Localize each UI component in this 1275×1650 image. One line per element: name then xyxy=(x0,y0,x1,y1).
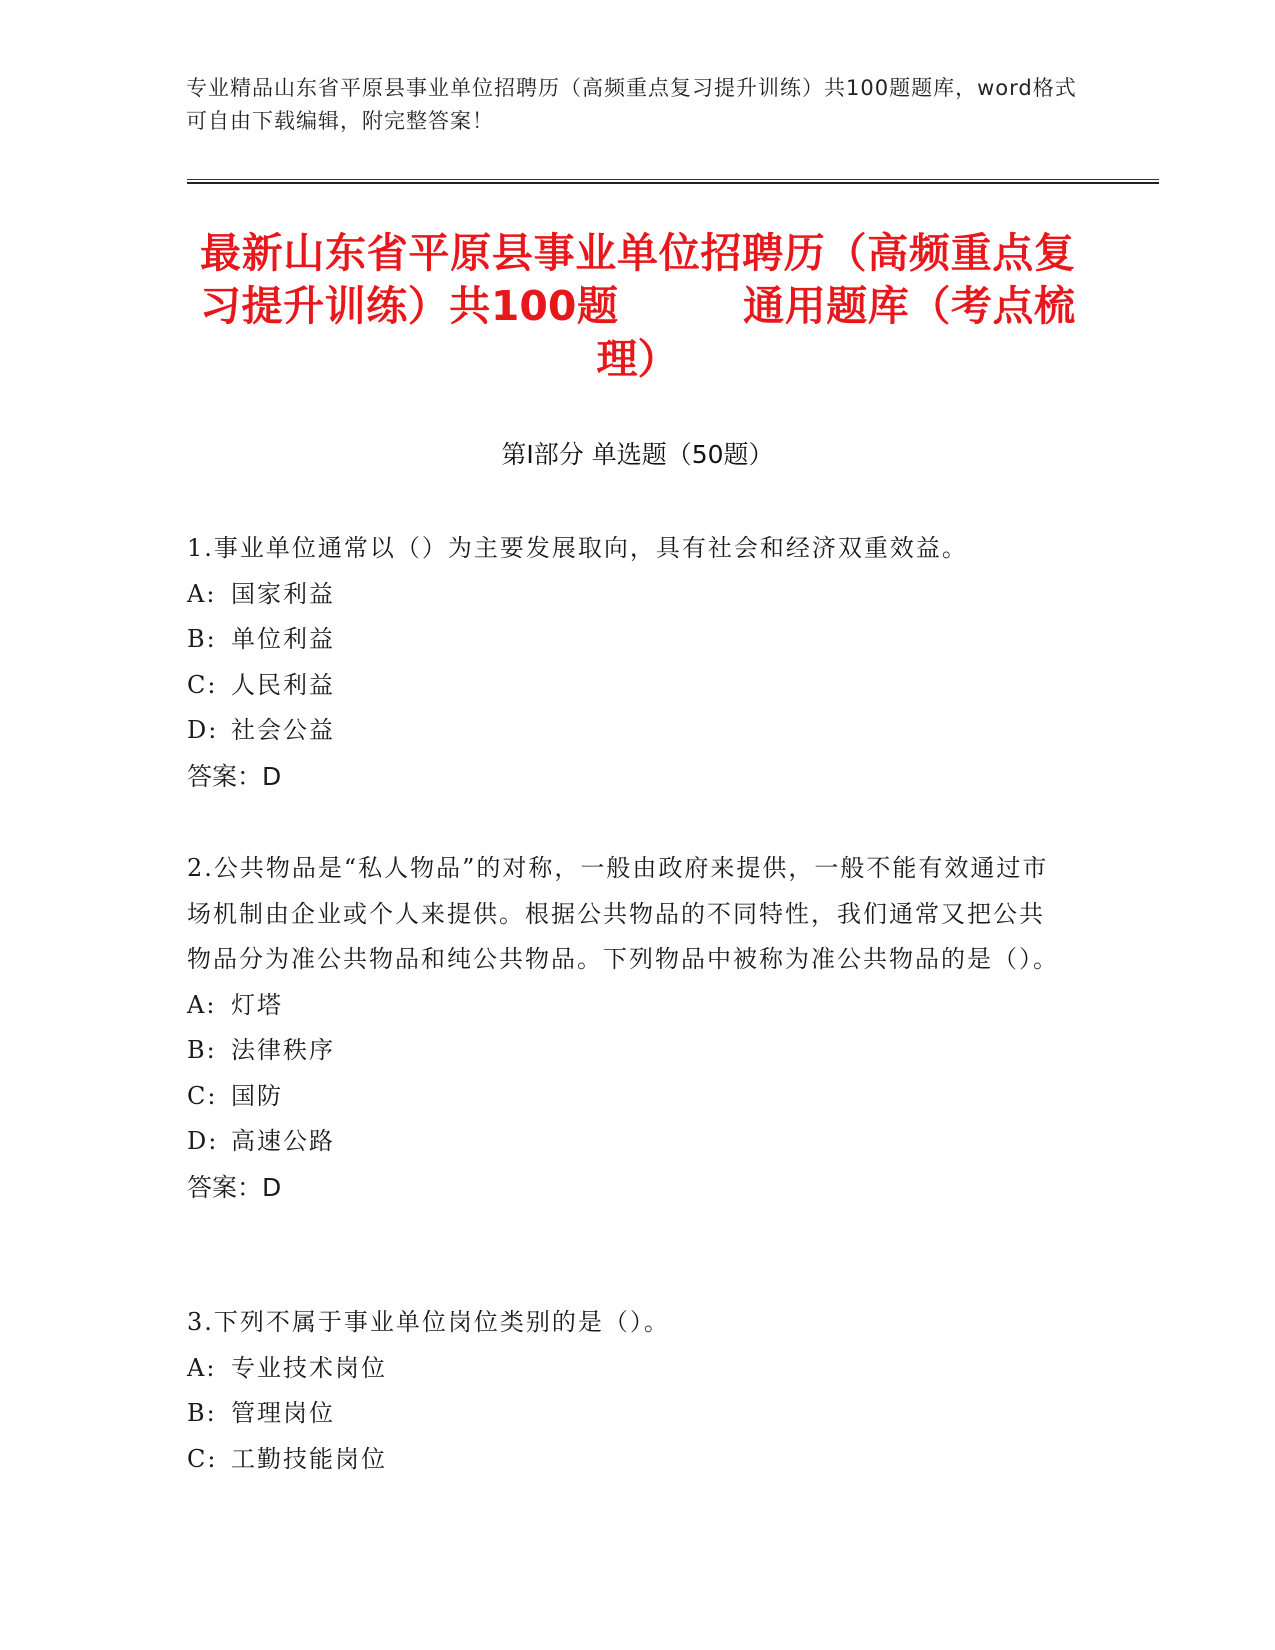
question-stem: 3.下列不属于事业单位岗位类别的是（）。 xyxy=(187,1308,670,1336)
option-key: B: xyxy=(187,1399,217,1427)
option-c xyxy=(187,1437,1067,1483)
option-key: D: xyxy=(187,716,219,744)
option-key: C: xyxy=(187,670,218,699)
option-a xyxy=(187,1346,1067,1392)
option-text: 高速公路 xyxy=(231,1127,335,1155)
option-key: A: xyxy=(187,1353,217,1382)
option-key: C: xyxy=(187,1081,218,1110)
option-text: 专业技术岗位 xyxy=(231,1353,387,1382)
header-divider-thin xyxy=(187,179,1159,180)
option-key: D: xyxy=(187,1127,219,1155)
option-key: C: xyxy=(187,1444,218,1473)
question-3 xyxy=(187,1300,1067,1482)
header-note: 专业精品山东省平原县事业单位招聘历（高频重点复习提升训练）共100题题库，word格式可自由下载编辑，附完整答案！ xyxy=(186,76,1077,133)
page-title: 最新山东省平原县事业单位招聘历（高频重点复习提升训练）共100题 通用题库（考点梳理） xyxy=(200,229,1075,383)
option-text: 管理岗位 xyxy=(231,1399,335,1427)
option-key: A: xyxy=(187,579,217,608)
option-d xyxy=(187,708,1067,754)
question-2 xyxy=(187,846,1067,1210)
section-heading: 第I部分 单选题（50题） xyxy=(501,440,774,469)
option-text: 单位利益 xyxy=(231,625,335,653)
option-text: 国防 xyxy=(231,1081,283,1110)
question-stem: 2.公共物品是“私人物品”的对称，一般由政府来提供，一般不能有效通过市场机制由企业或个人来提供。根据公共物品的不同特性，我们通常又把公共物品分为准公共物品和纯公共物品。下列物品中被称为准公共物品的是（）。 xyxy=(187,854,1059,973)
option-a xyxy=(187,572,1067,618)
option-c xyxy=(187,663,1067,709)
option-key: A: xyxy=(187,990,217,1019)
option-a xyxy=(187,983,1067,1029)
option-b xyxy=(187,1391,1067,1437)
option-key: B: xyxy=(187,625,217,653)
option-text: 灯塔 xyxy=(231,990,283,1019)
option-text: 法律秩序 xyxy=(231,1036,335,1064)
question-1 xyxy=(187,526,1067,799)
header-divider-thick xyxy=(187,182,1159,184)
option-c xyxy=(187,1074,1067,1120)
option-b xyxy=(187,617,1067,663)
answer: 答案：D xyxy=(187,1172,282,1202)
option-text: 社会公益 xyxy=(231,716,335,744)
option-text: 国家利益 xyxy=(231,579,335,608)
question-stem: 1.事业单位通常以（）为主要发展取向，具有社会和经济双重效益。 xyxy=(187,534,968,562)
option-text: 工勤技能岗位 xyxy=(231,1444,387,1473)
option-text: 人民利益 xyxy=(231,670,335,699)
option-b xyxy=(187,1028,1067,1074)
option-d xyxy=(187,1119,1067,1165)
option-key: B: xyxy=(187,1036,217,1064)
answer: 答案：D xyxy=(187,761,282,791)
